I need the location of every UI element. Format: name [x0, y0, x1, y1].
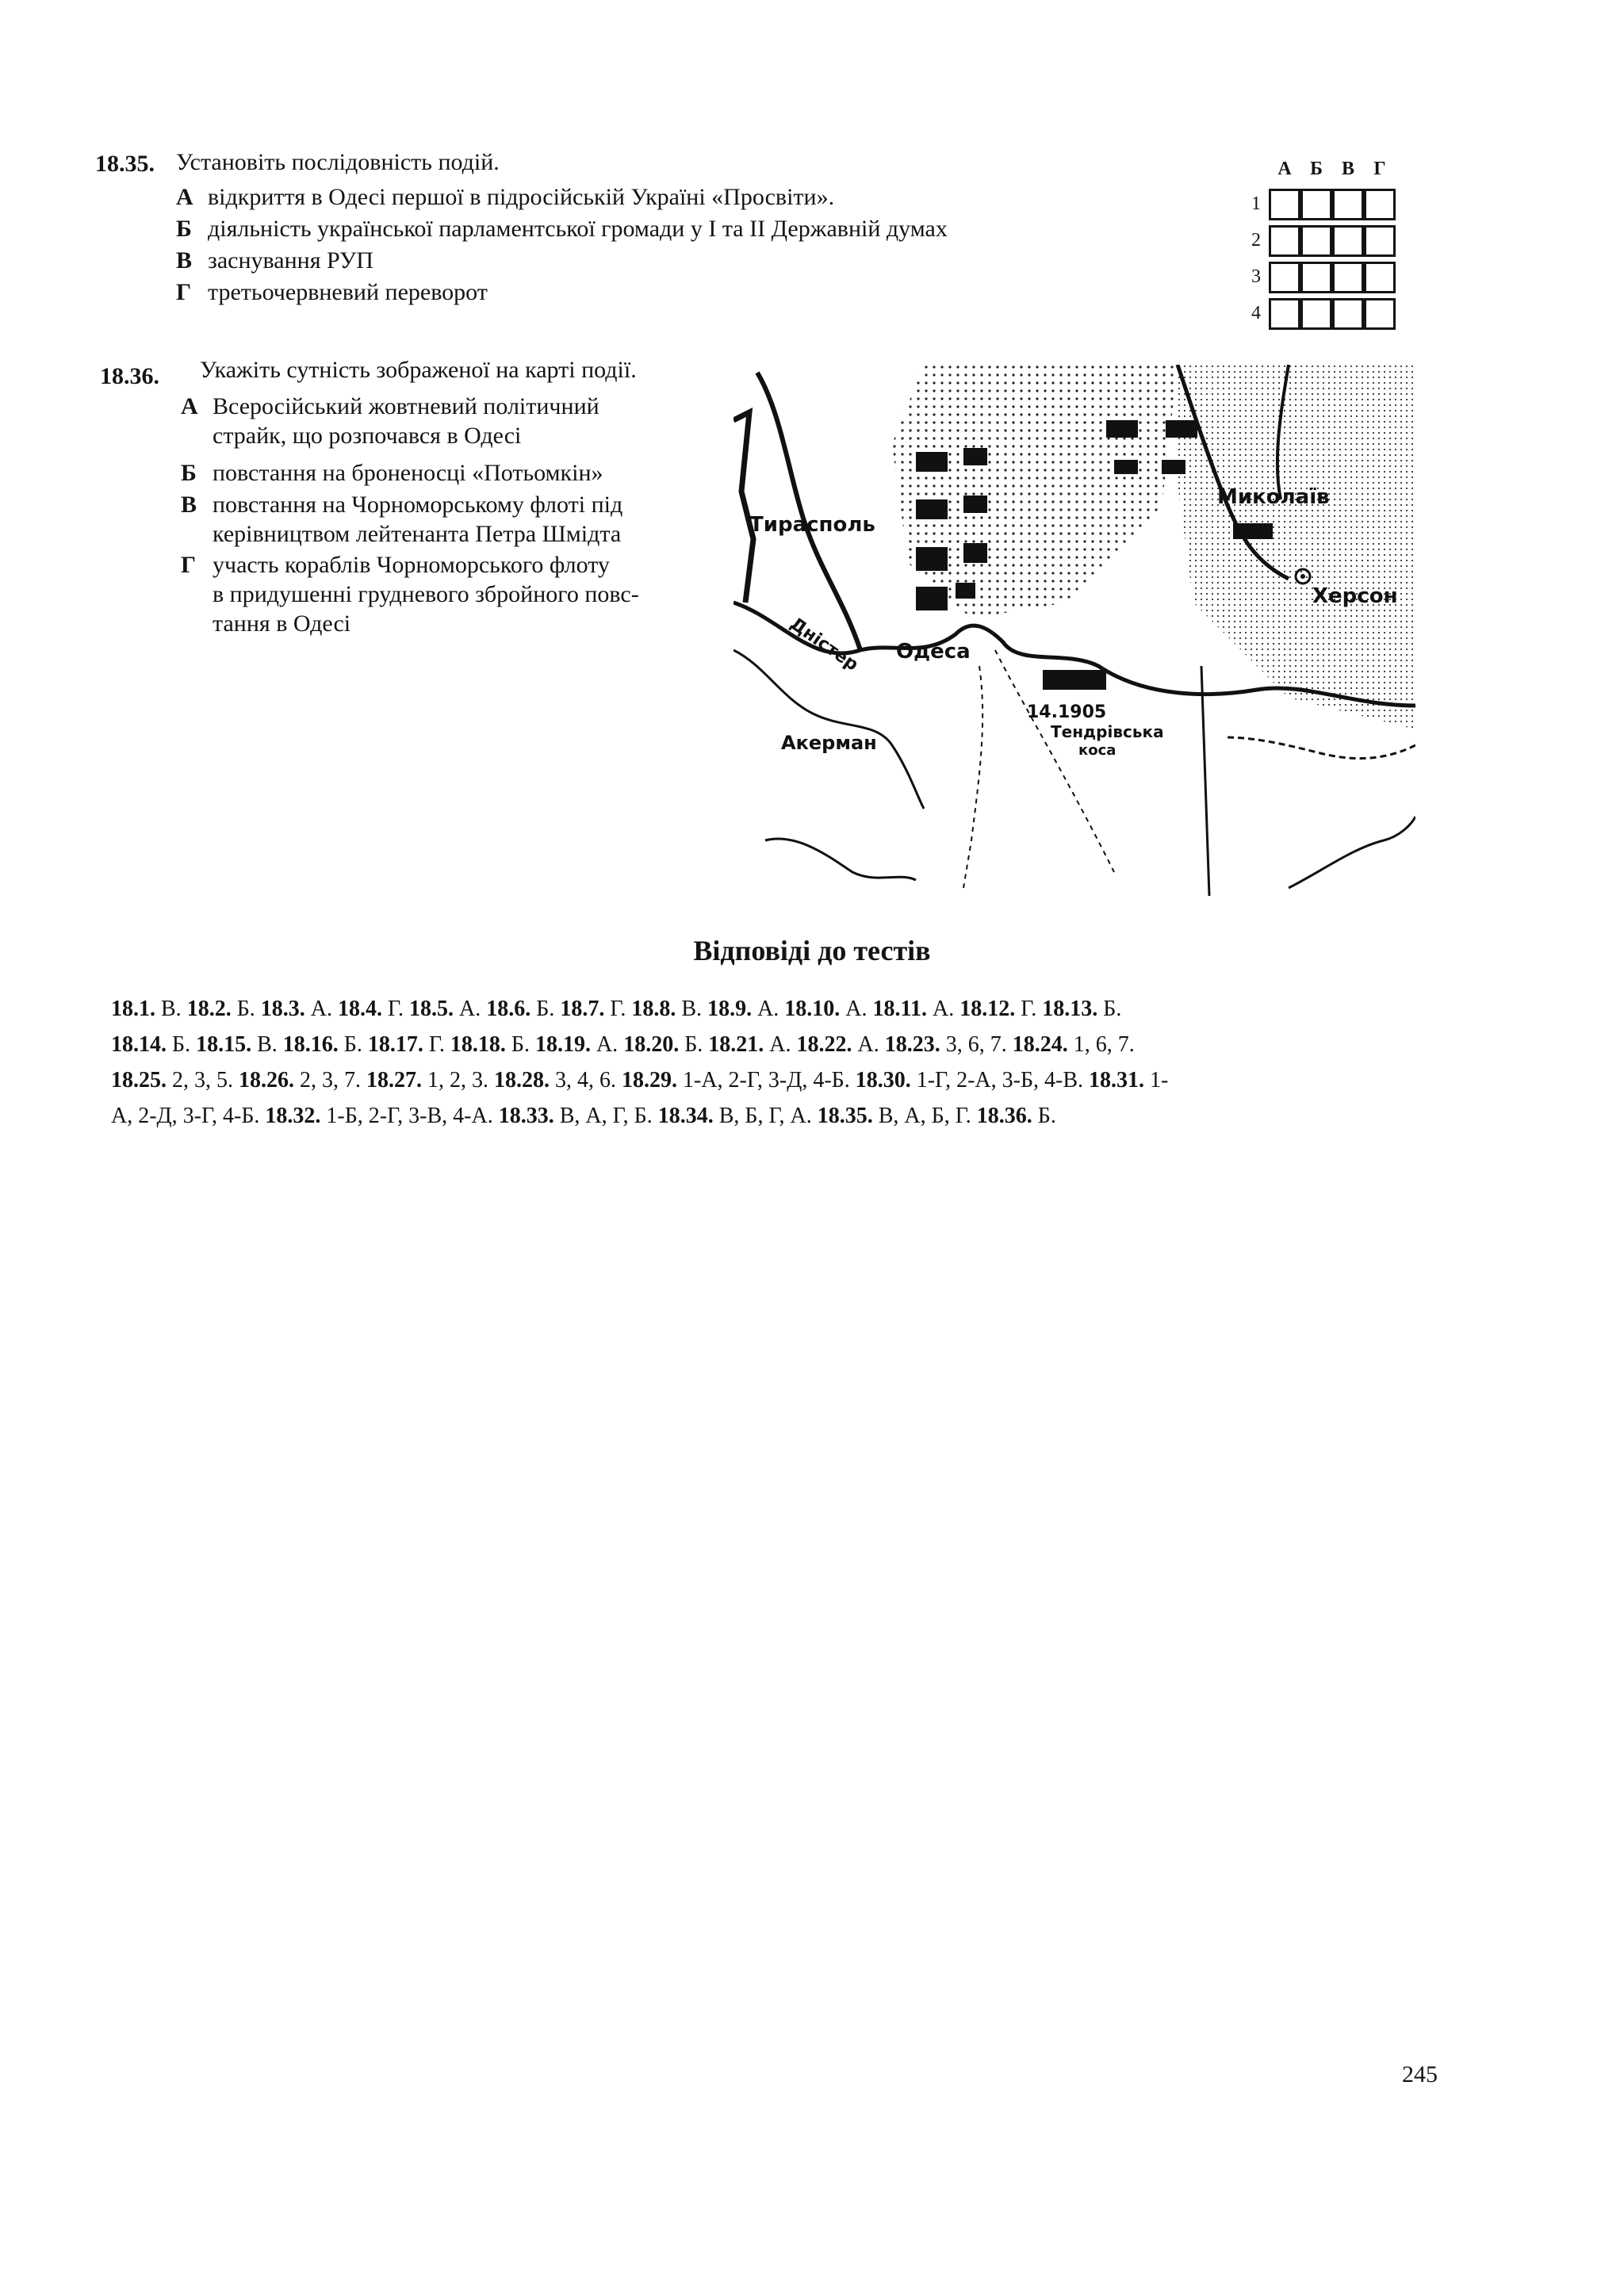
- option-a: [176, 182, 834, 212]
- option-text: діяльність української парламентської громади у І та ІІ Державній думах: [208, 216, 948, 242]
- option-text: тання в Одесі: [213, 610, 351, 637]
- grid-cell[interactable]: [1300, 225, 1332, 257]
- answer-number: 18.19.: [534, 1032, 591, 1057]
- grid-cell[interactable]: [1300, 298, 1332, 330]
- grid-column-label: А: [1277, 159, 1292, 179]
- answer-number: 18.29.: [622, 1068, 677, 1093]
- option-text: заснування РУП: [208, 247, 373, 274]
- answer-number: 18.13.: [1042, 997, 1098, 1021]
- map-label-tendra-2: коса: [1078, 742, 1116, 759]
- grid-cell[interactable]: [1269, 189, 1300, 220]
- page-number: 245: [1402, 2061, 1438, 2087]
- answer-number: 18.36.: [976, 1104, 1032, 1128]
- question-prompt: Укажіть сутність зображеної на карті події.: [200, 357, 637, 383]
- answer-number: 18.30.: [855, 1068, 911, 1093]
- question-number: 18.35.: [95, 151, 155, 177]
- option-letter: Г: [181, 552, 197, 578]
- answer-value: 3, 6, 7.: [945, 1032, 1007, 1057]
- grid-cell[interactable]: [1332, 189, 1364, 220]
- answer-value: 1-: [1150, 1068, 1169, 1093]
- coastline: [733, 650, 924, 809]
- answer-number: 18.12.: [959, 997, 1016, 1021]
- coastline: [765, 839, 916, 880]
- answer-number: 18.34.: [657, 1104, 714, 1128]
- answer-number: 18.5.: [409, 997, 454, 1021]
- answer-value: А.: [459, 997, 481, 1021]
- answer-value: Б.: [172, 1032, 191, 1057]
- option-letter: В: [176, 247, 193, 274]
- answer-value: В, Б, Г, А.: [718, 1104, 812, 1128]
- grid-cell[interactable]: [1364, 298, 1396, 330]
- land-area: [1178, 365, 1415, 729]
- answer-value: А, 2-Д, 3-Г, 4-Б.: [111, 1104, 260, 1128]
- answer-value: Г.: [428, 1032, 445, 1057]
- answers-block: [111, 991, 1443, 1134]
- answer-value: Б.: [1103, 997, 1122, 1021]
- answer-number: 18.7.: [560, 997, 605, 1021]
- map-drawing: [733, 365, 1415, 896]
- map-label-tiraspol: Тирасполь: [749, 513, 875, 537]
- answer-value: Б.: [511, 1032, 530, 1057]
- option-text: третьочервневий переворот: [208, 279, 488, 305]
- grid-cell[interactable]: [1332, 262, 1364, 293]
- answer-number: 18.22.: [796, 1032, 852, 1057]
- answer-value: А.: [857, 1032, 879, 1057]
- option-text: керівництвом лейтенанта Петра Шмідта: [213, 521, 622, 547]
- land-area: [892, 365, 1178, 618]
- coastline: [1289, 817, 1415, 888]
- answer-value: В, А, Б, Г.: [878, 1104, 971, 1128]
- answer-number: 18.27.: [366, 1068, 422, 1093]
- route-line: [1201, 666, 1209, 896]
- option-letter: Б: [176, 216, 192, 242]
- answer-value: Г.: [610, 997, 626, 1021]
- answer-value: 1-Б, 2-Г, 3-В, 4-А.: [326, 1104, 493, 1128]
- answer-number: 18.35.: [817, 1104, 873, 1128]
- answer-value: Б.: [343, 1032, 362, 1057]
- map-label-kherson: Херсон: [1312, 584, 1398, 608]
- answer-number: 18.32.: [265, 1104, 321, 1128]
- grid-cell[interactable]: [1300, 262, 1332, 293]
- grid-cell[interactable]: [1332, 225, 1364, 257]
- answer-value: 1, 6, 7.: [1073, 1032, 1135, 1057]
- coastline: [1225, 737, 1415, 759]
- option-letter: Б: [181, 460, 197, 486]
- grid-cell[interactable]: [1332, 298, 1364, 330]
- grid-cell[interactable]: [1364, 189, 1396, 220]
- grid-cell[interactable]: [1300, 189, 1332, 220]
- answer-number: 18.14.: [111, 1032, 167, 1057]
- answer-number: 18.20.: [623, 1032, 680, 1057]
- answer-value: 2, 3, 7.: [300, 1068, 361, 1093]
- answer-number: 18.4.: [338, 997, 382, 1021]
- answers-title: Відповіді до тестів: [693, 935, 931, 966]
- answer-line: [111, 1062, 1443, 1098]
- answer-value: А.: [310, 997, 332, 1021]
- grid-cell[interactable]: [1269, 225, 1300, 257]
- grid-cell[interactable]: [1364, 262, 1396, 293]
- grid-row-label: 3: [1251, 266, 1261, 287]
- answer-number: 18.21.: [708, 1032, 764, 1057]
- answer-value: Б.: [684, 1032, 703, 1057]
- map-label-tendra: Тендрівська: [1051, 722, 1164, 741]
- answer-value: В.: [257, 1032, 278, 1057]
- option-d: [176, 277, 488, 307]
- option-text: в придушенні грудневого збройного повс-: [213, 581, 639, 607]
- grid-column-label: Г: [1373, 159, 1386, 179]
- answer-number: 18.33.: [498, 1104, 554, 1128]
- answer-value: А.: [845, 997, 868, 1021]
- option-letter: Г: [176, 279, 192, 305]
- option-c: [176, 246, 373, 275]
- option-b: [181, 458, 603, 488]
- city-marker: [1300, 574, 1305, 579]
- answer-number: 18.25.: [111, 1068, 167, 1093]
- answer-number: 18.15.: [196, 1032, 252, 1057]
- answer-value: 3, 4, 6.: [555, 1068, 616, 1093]
- option-text: Всеросійський жовтневий політичний: [213, 393, 599, 419]
- river: [733, 412, 753, 603]
- answer-value: В.: [681, 997, 703, 1021]
- option-b: [176, 214, 948, 243]
- answer-value: Б.: [536, 997, 555, 1021]
- answer-number: 18.3.: [260, 997, 305, 1021]
- map-label-odesa: Одеса: [896, 640, 971, 664]
- answer-value: А.: [933, 997, 955, 1021]
- grid-row-label: 1: [1251, 193, 1261, 214]
- question-number: 18.36.: [100, 363, 159, 389]
- grid-row-label: 2: [1251, 230, 1261, 251]
- map-label-date: 14.1905: [1027, 702, 1107, 722]
- answer-value: В.: [161, 997, 182, 1021]
- historical-map: [733, 365, 1415, 896]
- grid-column-label: В: [1341, 159, 1354, 179]
- answer-value: В, А, Г, Б.: [559, 1104, 653, 1128]
- answer-value: 1-Г, 2-А, 3-Б, 4-В.: [916, 1068, 1084, 1093]
- option-letter: В: [181, 492, 197, 518]
- answer-value: Г.: [388, 997, 404, 1021]
- map-label-akerman: Акерман: [781, 732, 877, 754]
- answer-number: 18.26.: [239, 1068, 294, 1093]
- option-text: повстання на Чорноморському флоті під: [213, 492, 623, 518]
- answer-value: А.: [757, 997, 779, 1021]
- answer-value: 1-А, 2-Г, 3-Д, 4-Б.: [683, 1068, 850, 1093]
- answer-number: 18.23.: [884, 1032, 940, 1057]
- answer-line: [111, 991, 1443, 1027]
- answer-value: А.: [769, 1032, 791, 1057]
- answer-number: 18.28.: [494, 1068, 550, 1093]
- answer-number: 18.8.: [631, 997, 676, 1021]
- answer-value: Г.: [1021, 997, 1037, 1021]
- grid-cell[interactable]: [1269, 298, 1300, 330]
- answer-value: Б.: [1037, 1104, 1056, 1128]
- option-a: [181, 392, 599, 450]
- option-text: участь кораблів Чорноморського флоту: [213, 552, 610, 578]
- answer-value: А.: [596, 1032, 619, 1057]
- answer-line: [111, 1027, 1443, 1062]
- answer-number: 18.16.: [282, 1032, 339, 1057]
- map-label-mykolaiv: Миколаїв: [1217, 485, 1330, 509]
- answer-number: 18.31.: [1089, 1068, 1145, 1093]
- option-letter: А: [181, 393, 198, 419]
- question-prompt: Установіть послідовність подій.: [176, 149, 500, 175]
- grid-column-label: Б: [1310, 159, 1323, 179]
- option-text: повстання на броненосці «Потьомкін»: [213, 460, 603, 486]
- option-d: [181, 550, 639, 638]
- option-text: відкриття в Одесі першої в підросійській Україні «Просвіти».: [208, 184, 835, 210]
- grid-cell[interactable]: [1269, 262, 1300, 293]
- option-c: [181, 490, 622, 549]
- option-text: страйк, що розпочався в Одесі: [213, 423, 522, 449]
- grid-row-label: 4: [1251, 303, 1261, 323]
- answer-value: 2, 3, 5.: [172, 1068, 233, 1093]
- answer-number: 18.10.: [784, 997, 841, 1021]
- answer-number: 18.9.: [707, 997, 753, 1021]
- answer-number: 18.24.: [1012, 1032, 1068, 1057]
- answer-number: 18.1.: [111, 997, 155, 1021]
- answer-number: 18.18.: [450, 1032, 506, 1057]
- answer-number: 18.6.: [486, 997, 531, 1021]
- grid-cell[interactable]: [1364, 225, 1396, 257]
- answer-number: 18.11.: [872, 997, 927, 1021]
- option-letter: А: [176, 184, 193, 210]
- answer-number: 18.17.: [367, 1032, 423, 1057]
- answer-line: [111, 1098, 1443, 1134]
- answer-number: 18.2.: [186, 997, 232, 1021]
- answer-value: 1, 2, 3.: [427, 1068, 488, 1093]
- river: [757, 373, 860, 650]
- answer-value: Б.: [236, 997, 255, 1021]
- route-line: [963, 666, 982, 888]
- map-label-dnister: Дністер: [786, 614, 862, 675]
